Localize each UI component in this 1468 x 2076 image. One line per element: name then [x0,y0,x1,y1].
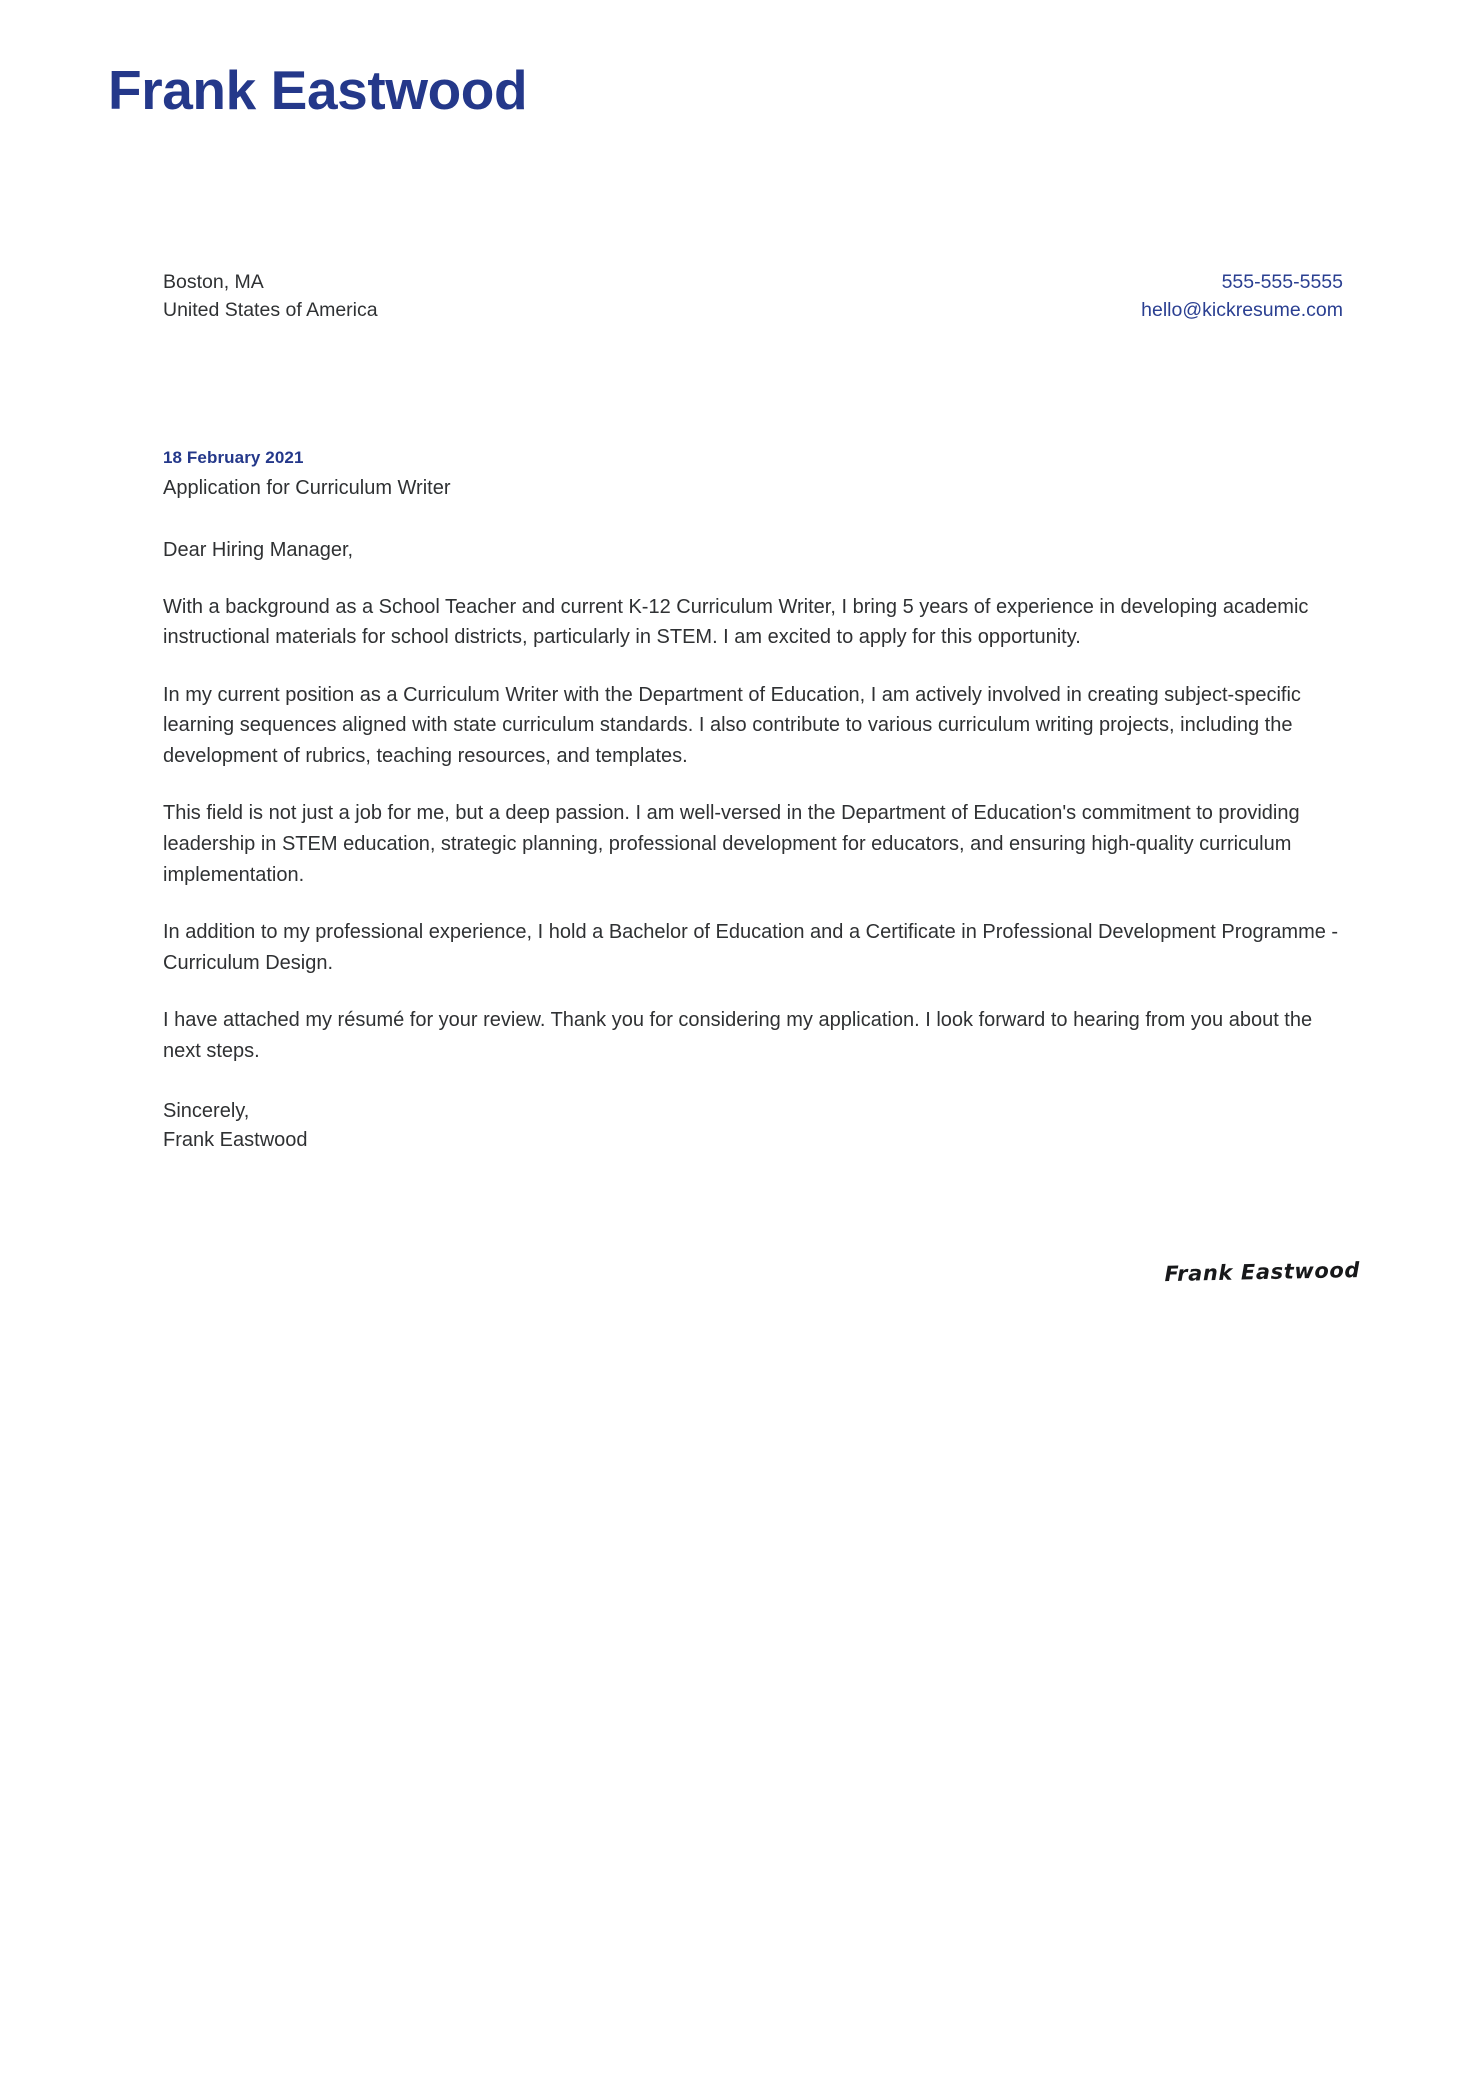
letter-subject: Application for Curriculum Writer [163,476,451,499]
contact-email[interactable]: hello@kickresume.com [1141,299,1343,322]
page-title: Frank Eastwood [108,59,528,121]
closing-name: Frank Eastwood [163,1128,308,1151]
contact-block [163,268,1343,325]
signature-image: Frank Eastwood [1164,1258,1361,1287]
contact-address [163,268,378,325]
contact-country: United States of America [163,299,378,322]
letter-paragraph: I have attached my résumé for your review. Thank you for considering my application. I look forward to hearing from you about the next steps. [163,1009,1313,1063]
letter-body [163,445,1345,1155]
letter-paragraph: In addition to my professional experience, I hold a Bachelor of Education and a Certificate in Professional Development Programme - Curriculum Design. [163,921,1339,974]
contact-phone[interactable]: 555-555-5555 [1221,271,1343,293]
letter-paragraph: With a background as a School Teacher and current K-12 Curriculum Writer, I bring 5 years of experience in developing academic instructional materials for school districts, particularly in STEM. I am excited to apply for this opportunity. [163,595,1309,649]
letter-date: 18 February 2021 [163,448,304,467]
letter-salutation: Dear Hiring Manager, [163,538,354,561]
letter-paragraph: In my current position as a Curriculum Writer with the Department of Education, I am actively involved in creating subject-specific learning sequences aligned with state curriculum standards. I also contribute to various curriculum writing projects, including the development of rubrics, teaching resources, and templates. [163,683,1301,767]
closing-salutation: Sincerely, [163,1099,250,1122]
letter-closing [163,1097,1345,1155]
contact-details [1141,268,1343,325]
letter-paragraph: This field is not just a job for me, but a deep passion. I am well-versed in the Department of Education's commitment to providing leadership in STEM education, strategic planning, professional development for educators, and ensuring high-quality curriculum implementation. [163,802,1300,886]
contact-city-state: Boston, MA [163,271,264,293]
